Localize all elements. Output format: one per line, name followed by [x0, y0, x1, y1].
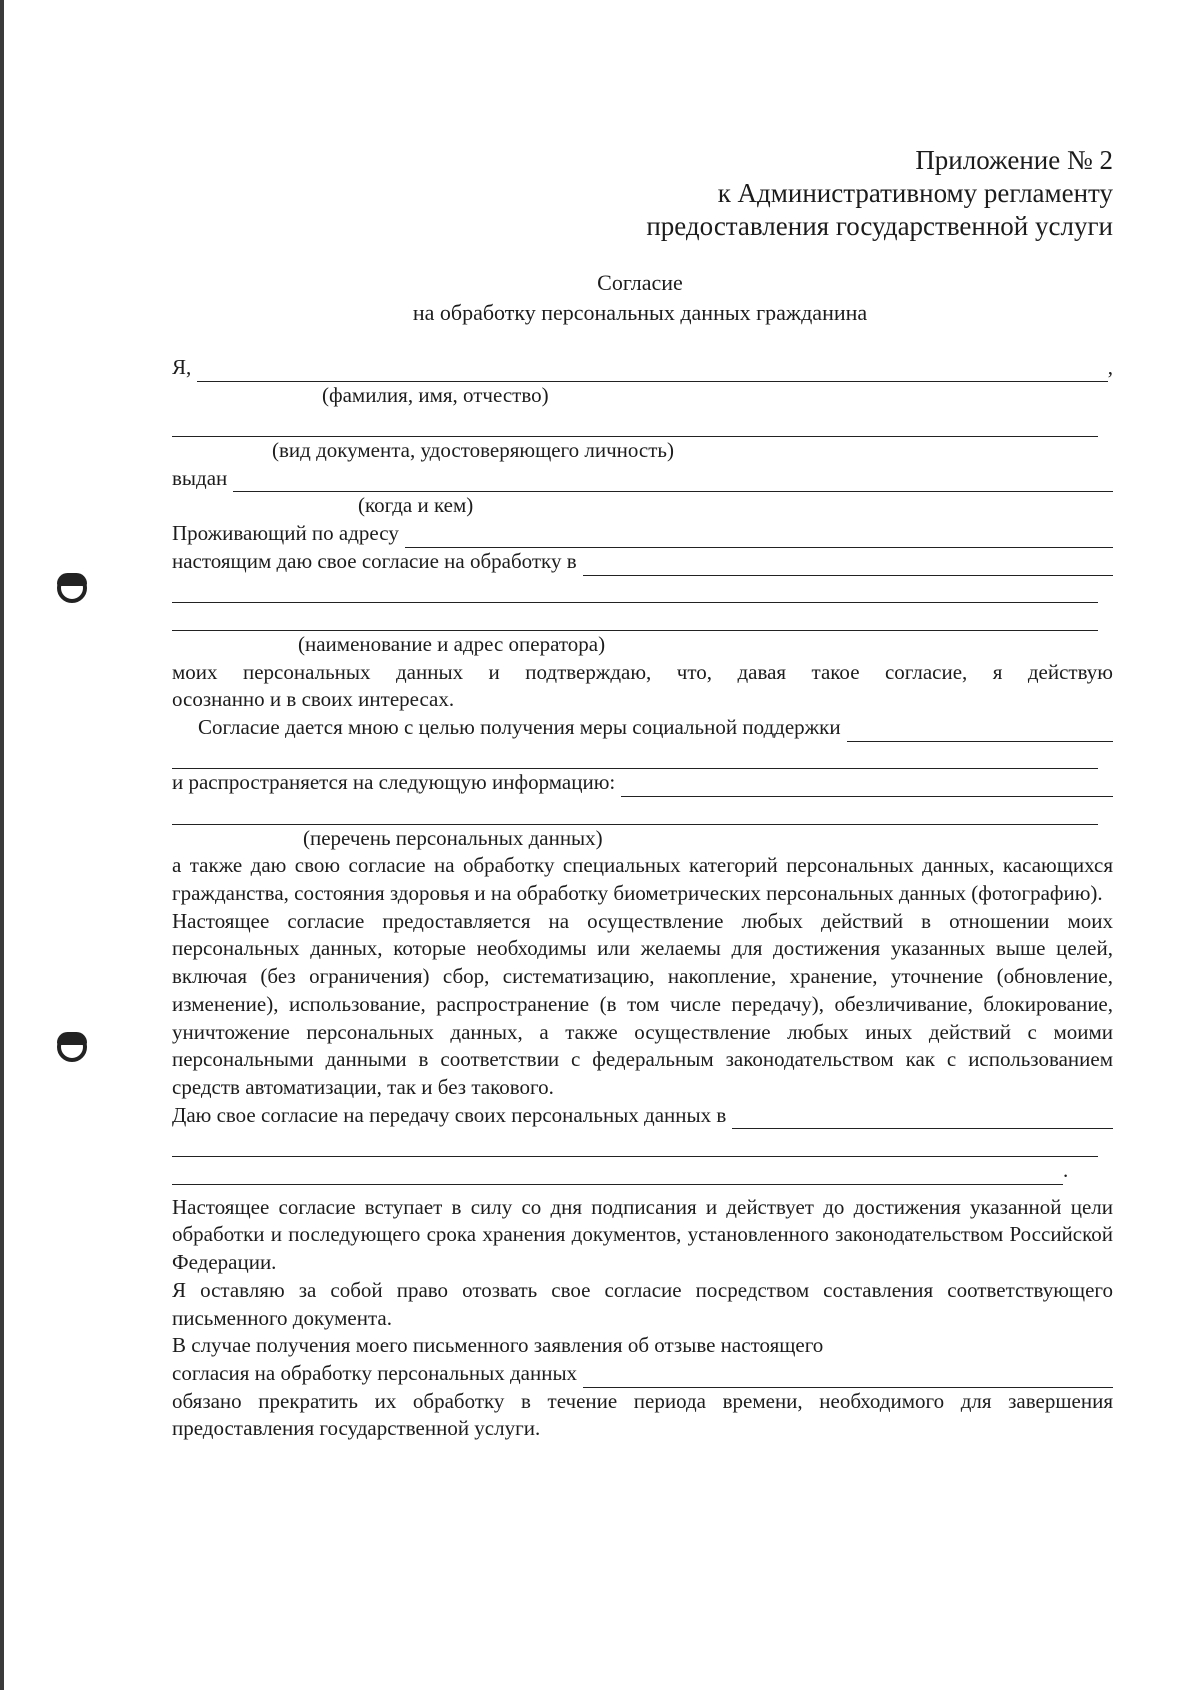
issued-hint-row	[172, 492, 1113, 520]
operator-row-3	[172, 603, 1113, 631]
scan-edge	[0, 0, 4, 1690]
consent-form	[172, 354, 1113, 1443]
fio-hint: (фамилия, имя, отчество)	[322, 382, 549, 407]
special-categories-paragraph: а также даю свою согласие на обработку специальных категорий персональных данных, касающихся гражданства, состояния здоровья и на обработку биометрических персональных данных (фотографию).	[172, 853, 1113, 906]
appendix-service: предоставления государственной услуги	[646, 211, 1113, 241]
info-field[interactable]	[621, 777, 1113, 797]
issued-row	[172, 465, 1113, 493]
transfer-row-3	[172, 1157, 1113, 1185]
obliged-paragraph: обязано прекратить их обработку в течение периода времени, необходимого для завершения предоставления государственной услуги.	[172, 1388, 1113, 1441]
issued-field[interactable]	[233, 472, 1113, 492]
withdraw-operator-field[interactable]	[583, 1368, 1113, 1388]
info-label: и распространяется на следующую информацию:	[172, 770, 616, 795]
fio-comma: ,	[1107, 354, 1113, 379]
operator-row	[172, 548, 1113, 576]
transfer-row-2	[172, 1129, 1113, 1157]
info-field-2[interactable]	[172, 805, 1098, 825]
appendix-regulation: к Административному регламенту	[717, 178, 1113, 208]
consent-to-label: настоящим даю свое согласие на обработку в	[172, 548, 577, 573]
revoke-paragraph: Я оставляю за собой право отозвать свое согласие посредством составления соответствующего письменного документа.	[172, 1277, 1113, 1330]
transfer-field[interactable]	[732, 1109, 1113, 1129]
actions-paragraph: Настоящее согласие предоставляется на осуществление любых действий в отношении моих персональных данных, которые необходимы или желаемы для достижения указанных выше целей, включая (без ограничения) сбор, систематизацию, накопление, хранение, уточнение (обновление, изменение), использование, распространение (в том числе передачу), обезличивание, блокирование, уничтожение персональных данных, а также осуществление любых иных действий с моими персональными данными в соответствии с федеральным законодательством как с использованием средств автоматизации, так и без такового.	[172, 908, 1113, 1099]
pd-list-hint: (перечень персональных данных)	[303, 825, 603, 850]
appendix-number: Приложение № 2	[915, 145, 1113, 175]
id-doc-hint-row	[172, 437, 1113, 465]
transfer-field-2[interactable]	[172, 1137, 1098, 1157]
info-row-2	[172, 797, 1113, 825]
fio-row	[172, 354, 1113, 382]
address-field[interactable]	[405, 528, 1113, 548]
withdraw-line-1: В случае получения моего письменного заявления об отзыве настоящего	[172, 1333, 824, 1358]
pd-list-hint-row	[172, 825, 1113, 853]
id-doc-field[interactable]	[172, 417, 1098, 437]
punch-hole-bottom	[57, 1032, 87, 1062]
purpose-row	[172, 714, 1113, 742]
confirm-line-2: осознанно и в своих интересах.	[172, 687, 455, 712]
fio-field[interactable]	[197, 362, 1107, 382]
operator-field-2[interactable]	[172, 583, 1098, 603]
issued-label: выдан	[172, 465, 228, 490]
confirm-line-1: моих персональных данных и подтверждаю, что, давая такое согласие, я действую	[172, 659, 1113, 684]
purpose-label: Согласие дается мною с целью получения меры социальной поддержки	[198, 714, 841, 739]
validity-paragraph: Настоящее согласие вступает в силу со дня подписания и действует до достижения указанной цели обработки и последующего срока хранения документов, установленного законодательством Российской Федерации.	[172, 1194, 1113, 1275]
transfer-row	[172, 1102, 1113, 1130]
purpose-field-2[interactable]	[172, 749, 1098, 769]
operator-field[interactable]	[583, 556, 1113, 576]
operator-row-2	[172, 576, 1113, 604]
operator-hint: (наименование и адрес оператора)	[298, 631, 606, 656]
title-consent: Согласие	[597, 270, 683, 295]
document-title	[0, 268, 1200, 328]
transfer-field-3[interactable]	[172, 1165, 1063, 1185]
withdraw-label: согласия на обработку персональных данных	[172, 1360, 578, 1385]
purpose-field[interactable]	[847, 722, 1113, 742]
issued-hint: (когда и кем)	[358, 493, 474, 518]
address-label: Проживающий по адресу	[172, 521, 399, 546]
id-doc-row	[172, 409, 1113, 437]
transfer-end: .	[1063, 1158, 1069, 1183]
info-row	[172, 769, 1113, 797]
i-label: Я,	[172, 354, 192, 379]
operator-hint-row	[172, 631, 1113, 659]
fio-hint-row	[172, 382, 1113, 410]
withdraw-row	[172, 1360, 1113, 1388]
appendix-heading	[646, 144, 1113, 243]
operator-field-3[interactable]	[172, 611, 1098, 631]
address-row	[172, 520, 1113, 548]
purpose-row-2	[172, 742, 1113, 770]
transfer-label: Даю свое согласие на передачу своих персональных данных в	[172, 1102, 727, 1127]
punch-hole-top	[57, 573, 87, 603]
title-subject: на обработку персональных данных гражданина	[412, 300, 868, 325]
id-doc-hint: (вид документа, удостоверяющего личность)	[272, 438, 675, 463]
